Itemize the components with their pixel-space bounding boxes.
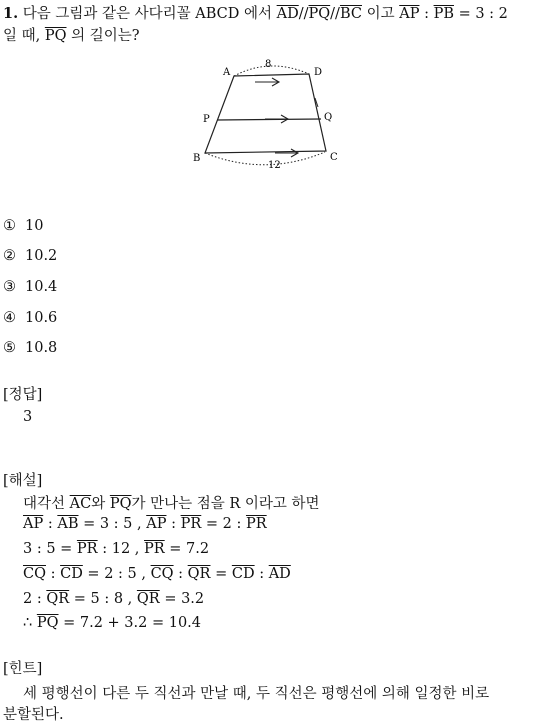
label-d: D	[314, 67, 323, 78]
choice-mark: ③	[3, 279, 16, 295]
text: 가 만나는 점을 R 이라고 하면	[131, 496, 320, 512]
label-a: A	[223, 67, 231, 78]
therefore-symbol: ∴	[23, 615, 37, 631]
explanation-line-3	[23, 541, 209, 557]
trapezoid-figure	[185, 55, 355, 175]
segment-qr: $\overline{QR}$	[46, 591, 70, 607]
arrow-ad-icon	[255, 78, 279, 86]
segment-pq: $\overline{PQ}$	[36, 615, 59, 631]
label-c: C	[330, 152, 338, 163]
text: = 7.2	[164, 541, 210, 557]
segment-qr: $\overline{QR}$	[187, 566, 211, 582]
question-text: 다음 그림과 같은 사다리꼴 ABCD 에서	[22, 6, 273, 22]
text: = 3.2	[159, 591, 205, 607]
text: = 7.2 + 3.2 = 10.4	[58, 615, 202, 631]
text: : 12 ,	[97, 541, 144, 557]
segment-pq: $\overline{PQ}$	[44, 28, 67, 44]
question-line-2	[3, 24, 140, 45]
parallel-sign: //	[298, 6, 309, 22]
answer-value: 3	[23, 409, 33, 425]
ratio-colon: :	[424, 6, 429, 22]
text: 2 :	[23, 591, 47, 607]
choice-mark: ②	[3, 248, 16, 264]
text: :	[45, 566, 61, 582]
arrow-pq-icon	[265, 115, 288, 123]
choice-mark: ⑤	[3, 340, 16, 356]
explanation-line-2	[23, 516, 267, 532]
length-bottom: 12	[268, 160, 281, 171]
choice-1[interactable]	[3, 218, 43, 234]
text: = 2 :	[201, 516, 246, 532]
arc-bc	[205, 152, 325, 165]
segment-ap: $\overline{AP}$	[399, 6, 420, 22]
segment-ab: $\overline{AB}$	[57, 516, 79, 532]
choice-mark: ①	[3, 218, 16, 234]
segment-ap: $\overline{AP}$	[23, 516, 44, 532]
choice-value: 10	[25, 218, 44, 234]
text: = 2 : 5 ,	[82, 566, 151, 582]
trapezoid-outline	[205, 74, 326, 153]
explanation-line-1	[23, 492, 320, 513]
text: = 5 : 8 ,	[69, 591, 137, 607]
segment-cq: $\overline{CQ}$	[150, 566, 174, 582]
label-q: Q	[324, 112, 333, 123]
label-b: B	[193, 153, 201, 164]
segment-ac: $\overline{AC}$	[69, 496, 92, 512]
segment-pr: $\overline{PR}$	[180, 516, 202, 532]
segment-pq: $\overline{PQ}$	[308, 6, 331, 22]
ratio-value: = 3 : 2	[458, 6, 508, 22]
segment-cd: $\overline{CD}$	[60, 566, 83, 582]
hint-title: [힌트]	[3, 661, 43, 677]
segment-ad: $\overline{AD}$	[268, 566, 291, 582]
segment-cq: $\overline{CQ}$	[23, 566, 46, 582]
text: 3 : 5 =	[23, 541, 77, 557]
hint-line-2: 분할된다.	[3, 707, 64, 723]
choice-3[interactable]	[3, 279, 57, 295]
choice-4[interactable]	[3, 310, 57, 326]
question-line-1	[3, 2, 508, 23]
choice-5[interactable]	[3, 340, 57, 356]
text: :	[43, 516, 58, 532]
segment-pq: $\overline{PQ}$	[109, 496, 132, 512]
parallel-sign: //	[330, 6, 340, 22]
segment-ad: $\overline{AD}$	[276, 6, 299, 22]
arrow-bc-icon	[275, 149, 298, 157]
text: :	[166, 516, 181, 532]
segment-bc: $\overline{BC}$	[339, 6, 362, 22]
length-top: 8	[265, 59, 272, 70]
text: =	[210, 566, 232, 582]
choice-2[interactable]	[3, 248, 57, 264]
text: :	[173, 566, 188, 582]
segment-pb: $\overline{PB}$	[433, 6, 454, 22]
text: = 3 : 5 ,	[78, 516, 147, 532]
question-number: 1.	[3, 5, 19, 22]
choice-mark: ④	[3, 310, 16, 326]
segment-pr: $\overline{PR}$	[144, 541, 165, 557]
choice-value: 10.4	[25, 279, 58, 295]
explanation-line-4	[23, 566, 291, 582]
answer-title: [정답]	[3, 387, 43, 403]
segment-ap: $\overline{AP}$	[146, 516, 167, 532]
choice-value: 10.2	[25, 248, 58, 264]
question-text: 일 때,	[3, 28, 41, 44]
segment-pr: $\overline{PR}$	[245, 516, 267, 532]
text: 와	[91, 496, 106, 512]
explanation-line-6	[23, 615, 201, 631]
explanation-title: [해설]	[3, 473, 43, 489]
question-text: 의 길이는?	[71, 28, 140, 44]
text: 대각선	[23, 496, 66, 512]
choice-value: 10.6	[25, 310, 58, 326]
hint-line-1: 세 평행선이 다른 두 직선과 만날 때, 두 직선은 평행선에 의해 일정한 비로	[23, 686, 490, 702]
question-text: 이고	[366, 6, 395, 22]
explanation-line-5	[23, 591, 204, 607]
segment-cd: $\overline{CD}$	[231, 566, 255, 582]
segment-qr: $\overline{QR}$	[136, 591, 160, 607]
segment-pr: $\overline{PR}$	[76, 541, 98, 557]
text: :	[254, 566, 269, 582]
choice-value: 10.8	[25, 340, 58, 356]
label-p: P	[203, 114, 210, 125]
